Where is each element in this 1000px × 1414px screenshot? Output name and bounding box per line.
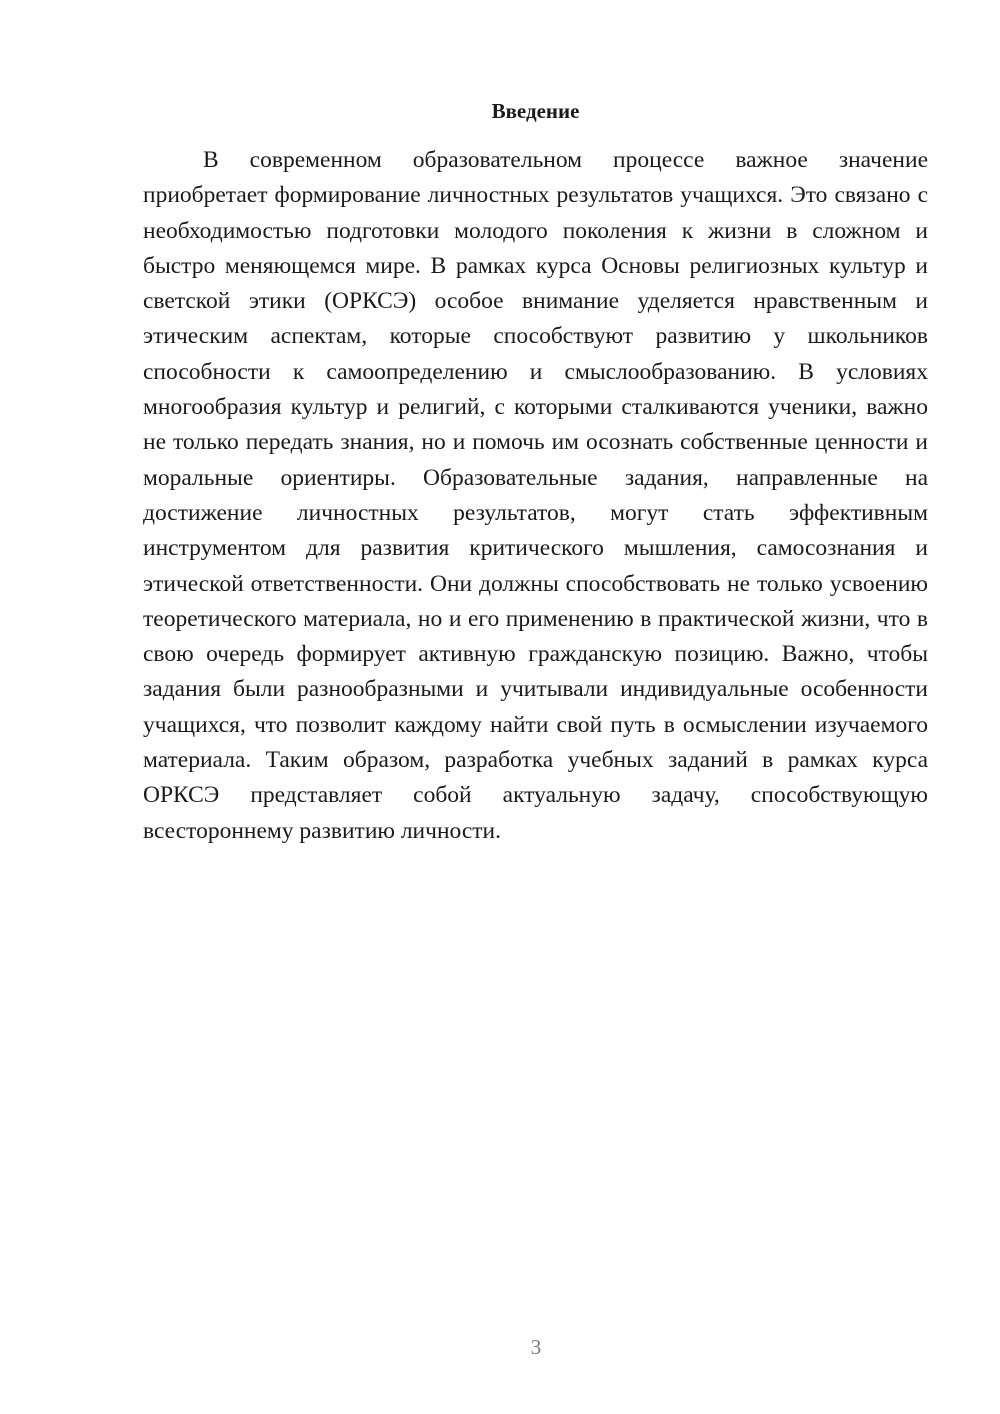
section-title: Введение	[491, 99, 580, 123]
page-number: 3	[530, 1335, 542, 1359]
body-paragraph: В современном образовательном процессе важное значение приобретает формирование личностных результатов учащихся. Это связано с необходимостью подготовки молодого поколения к жизни в сложном и быстро меняющемся мире. В рамках курса Основы религиозных культур и светской этики (ОРКСЭ) особое внимание уделяется нравственным и этическим аспектам, которые способствуют развитию у школьников способности к самоопределению и смыслообразованию. В условиях многообразия культур и религий, с которыми сталкиваются ученики, важно не только передать знания, но и помочь им осознать собственные ценности и моральные ориентиры. Образовательные задания, направленные на достижение личностных результатов, могут стать эффективным инструментом для развития критического мышления, самосознания и этической ответственности. Они должны способствовать не только усвоению теоретического материала, но и его применению в практической жизни, что в свою очередь формирует активную гражданскую позицию. Важно, чтобы задания были разнообразными и учитывали индивидуальные особенности учащихся, что позволит каждому найти свой путь в осмыслении изучаемого материала. Таким образом, разработка учебных заданий в рамках курса ОРКСЭ представляет собой актуальную задачу, способствующую всестороннему развитию личности.	[143, 147, 928, 844]
